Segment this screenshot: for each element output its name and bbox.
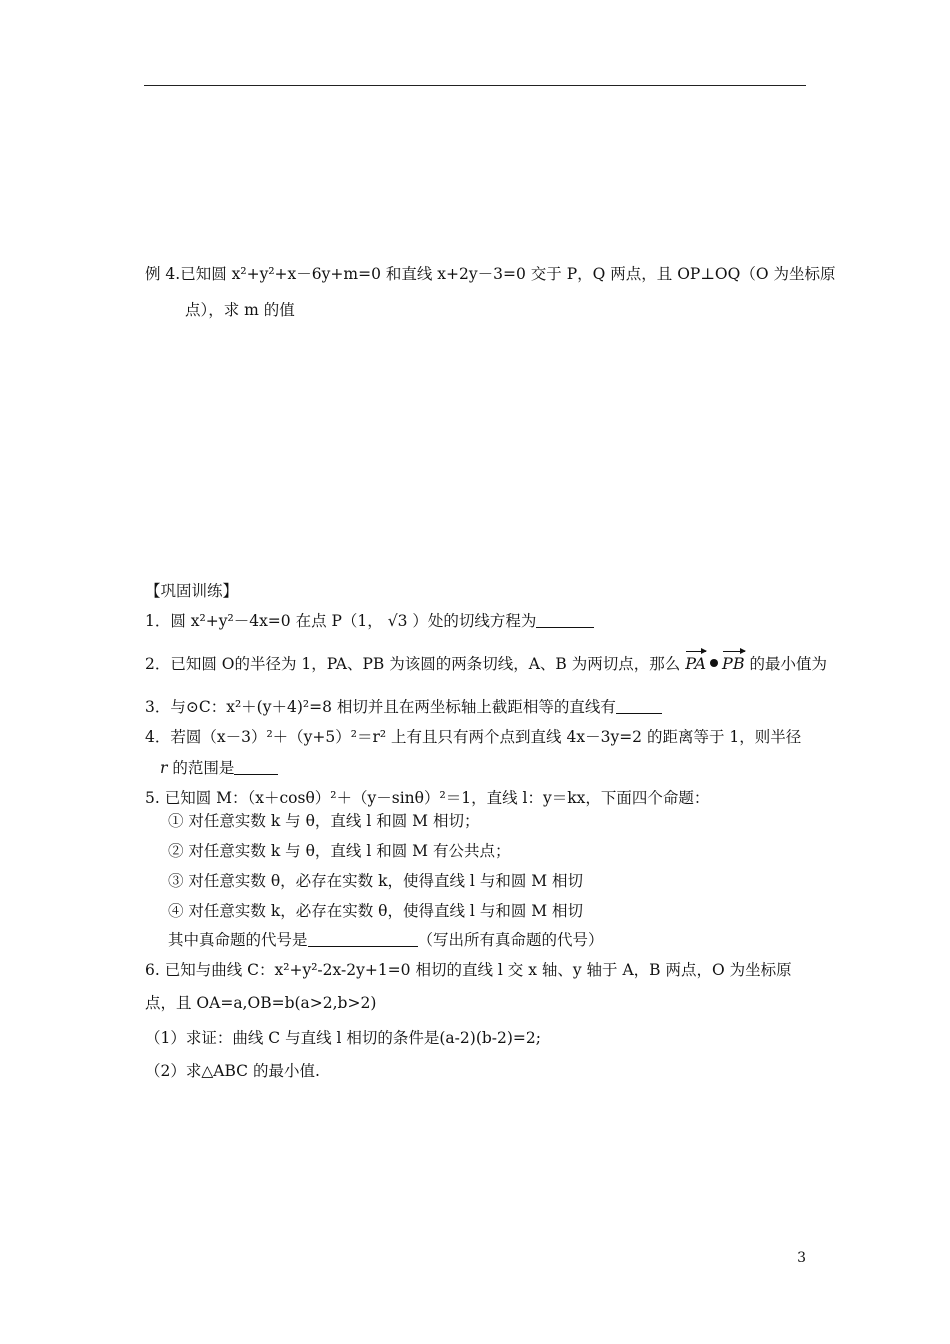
- page-number: 3: [797, 1250, 806, 1266]
- dot-product-icon: [710, 659, 718, 667]
- question-6-line2: 点，且 OA=a,OB=b(a>2,b>2): [145, 994, 377, 1012]
- question-5-answer: [168, 930, 604, 950]
- question-5-answer-a: 其中真命题的代号是: [168, 931, 308, 949]
- answer-blank: [536, 612, 594, 628]
- question-3: [145, 697, 662, 717]
- question-2-text-a: 2．已知圆 O的半径为 1，PA、PB 为该圆的两条切线，A、B 为两切点，那么: [145, 655, 681, 673]
- vector-pa: PA: [685, 650, 706, 674]
- question-6-part2: （2）求△ABC 的最小值.: [145, 1062, 320, 1080]
- question-3-text: 3．与⊙C：x²＋(y＋4)²=8 相切并且在两坐标轴上截距相等的直线有: [145, 698, 616, 716]
- question-5-item-1: ① 对任意实数 k 与 θ，直线 l 和圆 M 相切；: [168, 812, 480, 830]
- question-6-part1: （1）求证：曲线 C 与直线 l 相切的条件是(a-2)(b-2)=2;: [145, 1029, 542, 1047]
- question-5-answer-b: （写出所有真命题的代号）: [417, 931, 604, 949]
- question-5-stem: 5. 已知圆 M：（x＋cosθ）²＋（y－sinθ）²＝1，直线 l：y＝kx，下面四个命题：: [145, 789, 710, 807]
- question-6-line1: 6. 已知与曲线 C：x²+y²-2x-2y+1=0 相切的直线 l 交 x 轴、y 轴于 A，B 两点，O 为坐标原: [145, 961, 792, 979]
- vector-pb: PB: [722, 650, 745, 674]
- question-4-text: 的范围是: [167, 759, 235, 777]
- section-title: 【巩固训练】: [145, 582, 239, 600]
- question-5-item-3: ③ 对任意实数 θ，必存在实数 k，使得直线 l 与和圆 M 相切: [168, 872, 584, 890]
- answer-blank: [616, 698, 662, 714]
- question-1: [145, 611, 594, 631]
- question-4-line1: 4．若圆（x－3）²＋（y+5）²＝r² 上有且只有两个点到直线 4x－3y=2 的距离等于 1，则半径: [145, 728, 802, 746]
- question-4-line2: [160, 758, 278, 778]
- question-5-item-4: ④ 对任意实数 k，必存在实数 θ，使得直线 l 与和圆 M 相切: [168, 902, 584, 920]
- question-2: [145, 650, 827, 674]
- header-rule: [144, 85, 806, 86]
- answer-blank: [234, 759, 278, 775]
- example4-line2: 点），求 m 的值: [185, 301, 295, 319]
- question-2-text-b: 的最小值为: [749, 655, 828, 673]
- answer-blank: [308, 931, 418, 947]
- example4-line1: 例 4.已知圆 x²+y²+x－6y+m=0 和直线 x+2y－3=0 交于 P，Q 两点，且 OP⊥OQ（O 为坐标原: [145, 265, 836, 283]
- question-5-item-2: ② 对任意实数 k 与 θ，直线 l 和圆 M 有公共点；: [168, 842, 511, 860]
- question-4-variable-r: r: [160, 759, 168, 777]
- question-1-text: 1．圆 x²+y²－4x=0 在点 P（1， √3 ）处的切线方程为: [145, 612, 537, 630]
